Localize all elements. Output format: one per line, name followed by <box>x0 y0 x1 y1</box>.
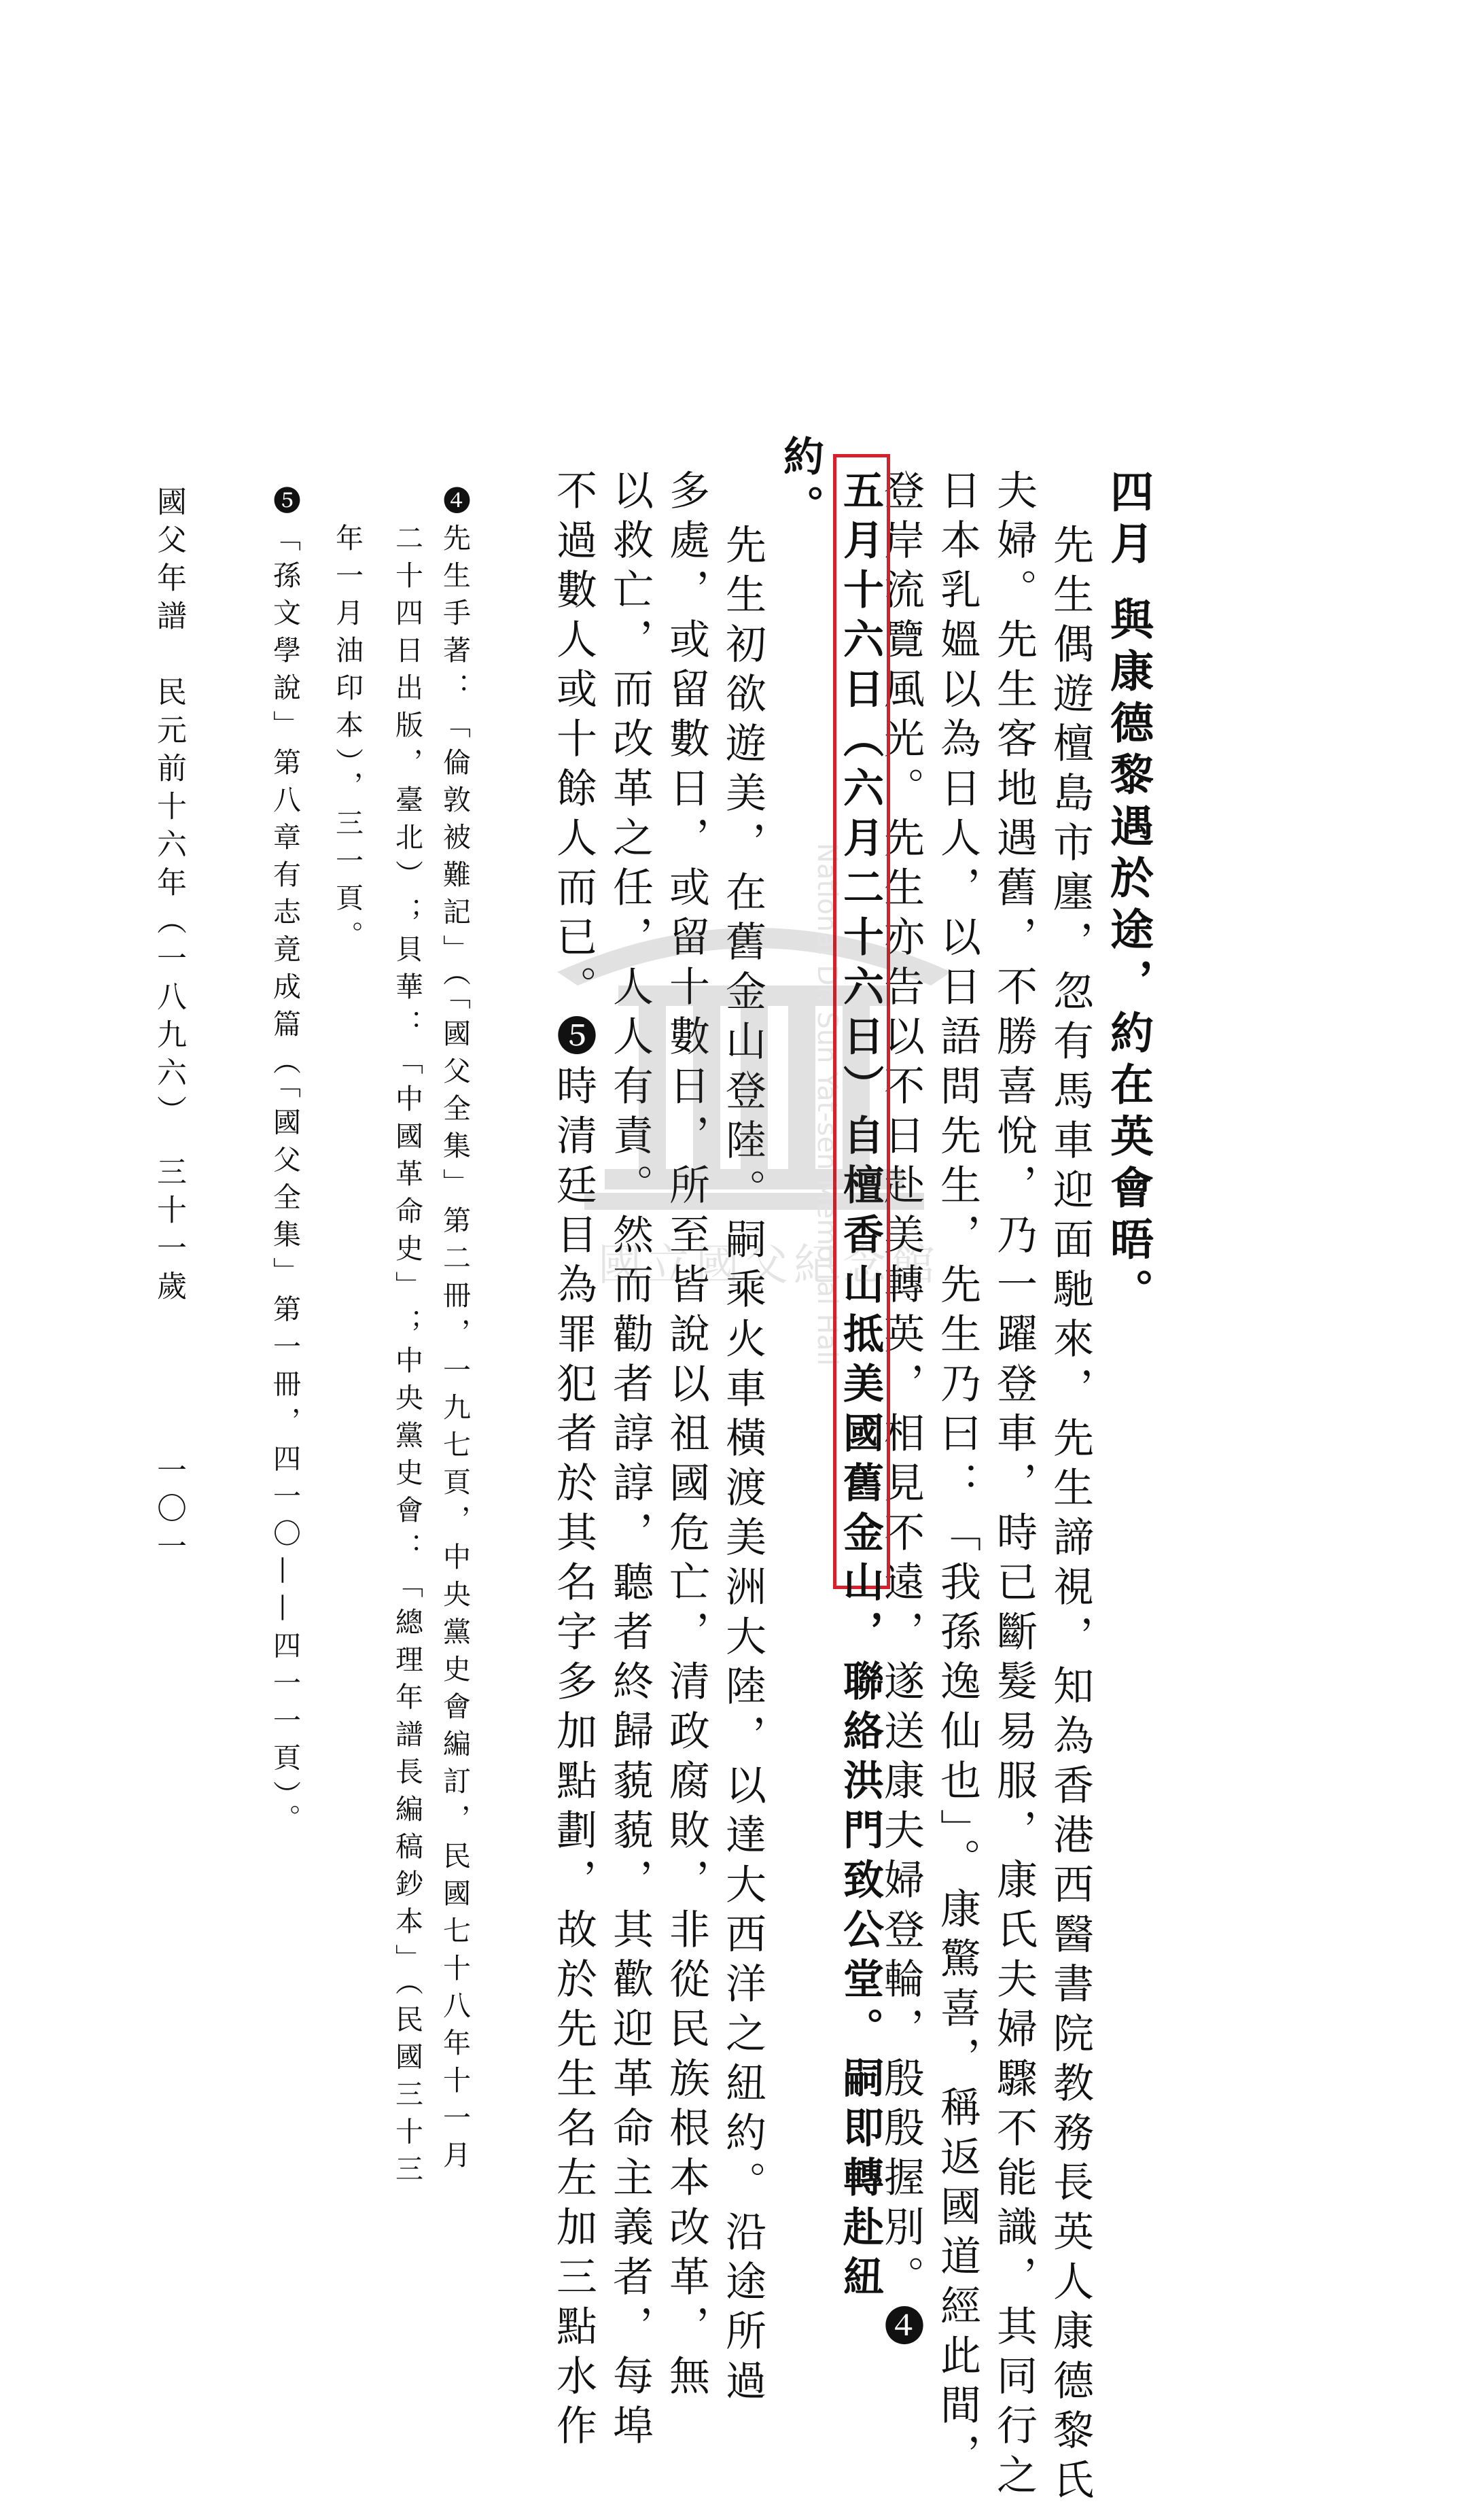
paragraph-1-line-2: 夫婦。先生客地遇舊，不勝喜悅，乃一躍登車，時已斷髮易服，康氏夫婦驟不能識，其同行之 <box>990 469 1038 2503</box>
watermark-logo <box>516 802 992 1366</box>
paragraph-2-line-2: 多處，或留數日，或留十數日，所至皆說以祖國危亡，清政腐敗，非從民族根本改革，無 <box>662 469 710 2404</box>
note-5-line-1: ❺「孫文學說」第八章有志竟成篇（「國父全集」第一冊，四一〇——四一一頁）。 <box>268 486 301 1841</box>
highlight-text: 五月十六日（六月二十六日）自檀香山抵美國舊金山，聯絡洪門致公堂 <box>836 469 884 2007</box>
highlight-after: 。嗣即轉赴紐 <box>836 2007 884 2305</box>
section-heading <box>1103 469 1154 1320</box>
memorial-hall-icon <box>516 802 992 1291</box>
paragraph-1-line-1: 先生偶遊檀島市廛，忽有馬車迎面馳來，先生諦視，知為香港西醫書院教務長英人康德黎氏 <box>1046 523 1094 2508</box>
paragraph-2-line-1: 先生初欲遊美，在舊金山登陸。嗣乘火車橫渡美洲大陸，以達大西洋之紐約。沿途所過 <box>719 523 766 2409</box>
watermark-text-zh: 國立國父紀念館 <box>598 1240 940 1291</box>
page-number: 一〇一 <box>152 1455 186 1569</box>
highlight-line <box>836 469 884 2305</box>
paragraph-1-line-3: 日本乳媼以為日人，以日語問先生，先生乃曰：「我孫逸仙也」。康驚喜，稱返國道經此間， <box>934 469 981 2483</box>
highlight-continuation: 約。 <box>777 435 824 534</box>
heading-month: 四月 <box>1103 469 1154 572</box>
paragraph-1-line-4: 登岸流覽風光。先生亦告以不日赴美轉英，相見不遠，遂送康夫婦登輪，殷殷握別。❹ <box>877 469 925 2354</box>
note-4-line-1: ❹先生手著：「倫敦被難記」（「國父全集」第二冊，一九七頁，中央黨史會編訂，民國七十八年十一月 <box>438 486 471 2178</box>
running-footer: 國父年譜 民元前十六年（一八九六） 三十一歲 <box>152 486 186 1308</box>
note-4-line-3: 年一月油印本），三一頁。 <box>331 523 364 958</box>
watermark-text-en: National Dr. Sun Yat-sen Memorial Hall <box>811 843 843 1366</box>
paragraph-2-line-3: 以救亡，而改革之任，人人有責。然而勸者諄諄，聽者終歸藐藐，其歡迎革命主義者，每埠 <box>606 469 654 2454</box>
paragraph-2-line-4: 不過數人或十餘人而已。❺時清廷目為罪犯者於其名字多加點劃，故於先生名左加三點水作 <box>550 469 597 2454</box>
note-4-line-2: 二十四日出版，臺北）；貝華：「中國革命史」；中央黨史會：「總理年譜長編稿鈔本」（民國三十三 <box>391 523 423 2192</box>
heading-title: 與康德黎遇於途，約在英會晤。 <box>1103 597 1154 1320</box>
